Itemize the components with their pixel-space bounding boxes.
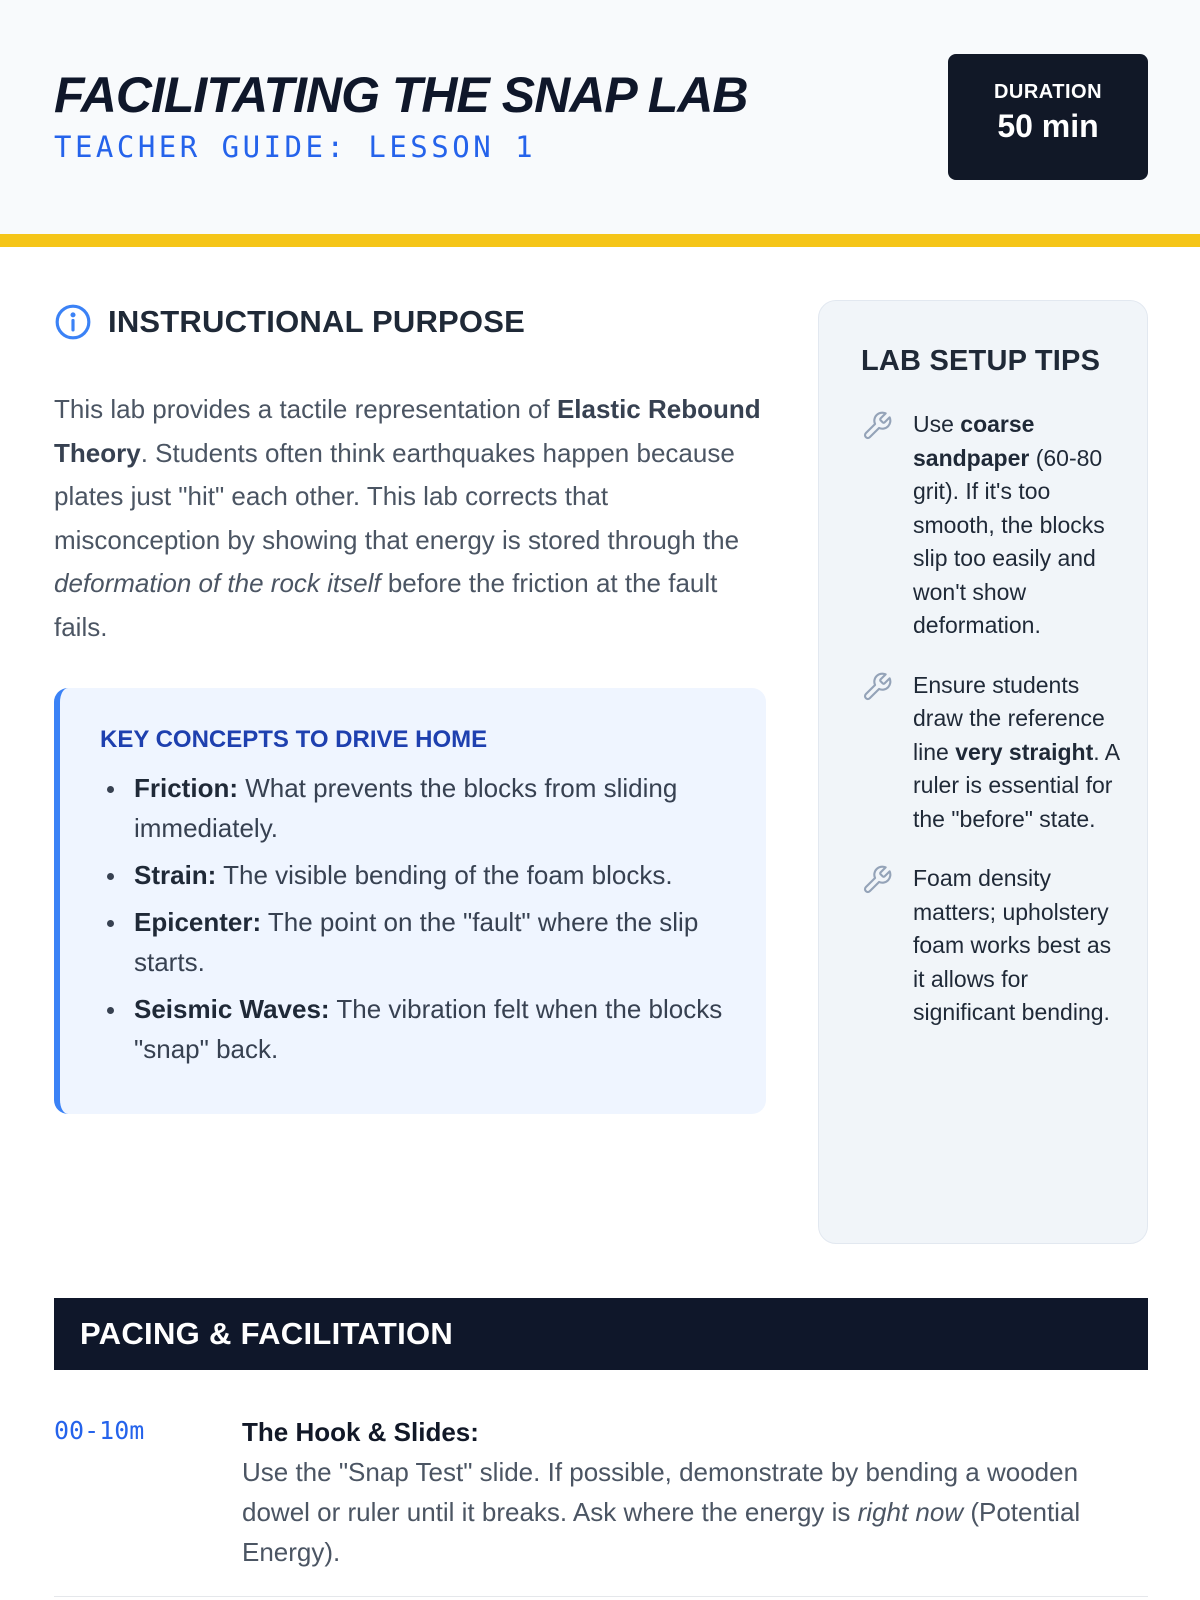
key-concepts-heading: KEY CONCEPTS TO DRIVE HOME bbox=[100, 726, 488, 753]
tip-item bbox=[861, 862, 1127, 1030]
list-item: Friction: What prevents the blocks from sliding immediately. bbox=[100, 768, 736, 848]
tip-item bbox=[861, 669, 1127, 837]
list-item: Seismic Waves: The vibration felt when the blocks "snap" back. bbox=[100, 989, 736, 1069]
wrench-icon bbox=[861, 410, 893, 442]
pacing-section-header bbox=[54, 1298, 1148, 1370]
step-name: The Hook & Slides: bbox=[242, 1417, 479, 1447]
page-title: FACILITATING THE SNAP LAB bbox=[54, 67, 748, 123]
wrench-icon bbox=[861, 671, 893, 703]
purpose-heading-row bbox=[54, 303, 525, 341]
info-circle-icon bbox=[54, 303, 92, 341]
step-description: Use the "Snap Test" slide. If possible, demonstrate by bending a wooden dowel or ruler until it breaks. Ask where the energy is right now (Potential Energy). bbox=[242, 1457, 1081, 1567]
step-time: 00-10m bbox=[54, 1416, 145, 1445]
list-item: Epicenter: The point on the "fault" where the slip starts. bbox=[100, 902, 736, 982]
wrench-icon bbox=[861, 864, 893, 896]
lab-setup-tips-panel bbox=[818, 300, 1148, 1244]
duration-badge bbox=[948, 54, 1148, 180]
purpose-italic-phrase: deformation of the rock itself bbox=[54, 568, 381, 598]
step-divider bbox=[54, 1596, 1148, 1597]
purpose-paragraph: This lab provides a tactile representation of Elastic Rebound Theory. Students often think earthquakes happen because plates just "hit" each other. This lab corrects that misconception by showing that energy is stored through the deformation of the rock itself before the friction at the fault fails. bbox=[54, 394, 761, 642]
pacing-heading: PACING & FACILITATION bbox=[80, 1316, 454, 1351]
tips-heading: LAB SETUP TIPS bbox=[861, 345, 1101, 377]
header bbox=[0, 0, 1200, 234]
tip-text: Foam density matters; upholstery foam works best as it allows for significant bending. bbox=[913, 865, 1112, 1025]
key-concepts-callout bbox=[54, 688, 766, 1114]
key-concepts-list bbox=[100, 768, 736, 1069]
tip-item bbox=[861, 408, 1127, 643]
purpose-bold-term: Elastic Rebound Theory bbox=[54, 394, 761, 468]
duration-value: 50 min bbox=[997, 108, 1099, 144]
duration-label: DURATION bbox=[993, 81, 1103, 103]
purpose-heading: INSTRUCTIONAL PURPOSE bbox=[108, 304, 525, 339]
list-item: Strain: The visible bending of the foam blocks. bbox=[100, 855, 736, 895]
header-divider bbox=[0, 234, 1200, 247]
page-subtitle: TEACHER GUIDE: LESSON 1 bbox=[54, 130, 537, 164]
tip-text: Ensure students draw the reference line very straight. A ruler is essential for the "before" state. bbox=[913, 671, 1119, 832]
step-body bbox=[242, 1412, 1148, 1572]
tip-text: Use coarse sandpaper (60-80 grit). If it's too smooth, the blocks slip too easily and won't show deformation. bbox=[913, 411, 1105, 638]
